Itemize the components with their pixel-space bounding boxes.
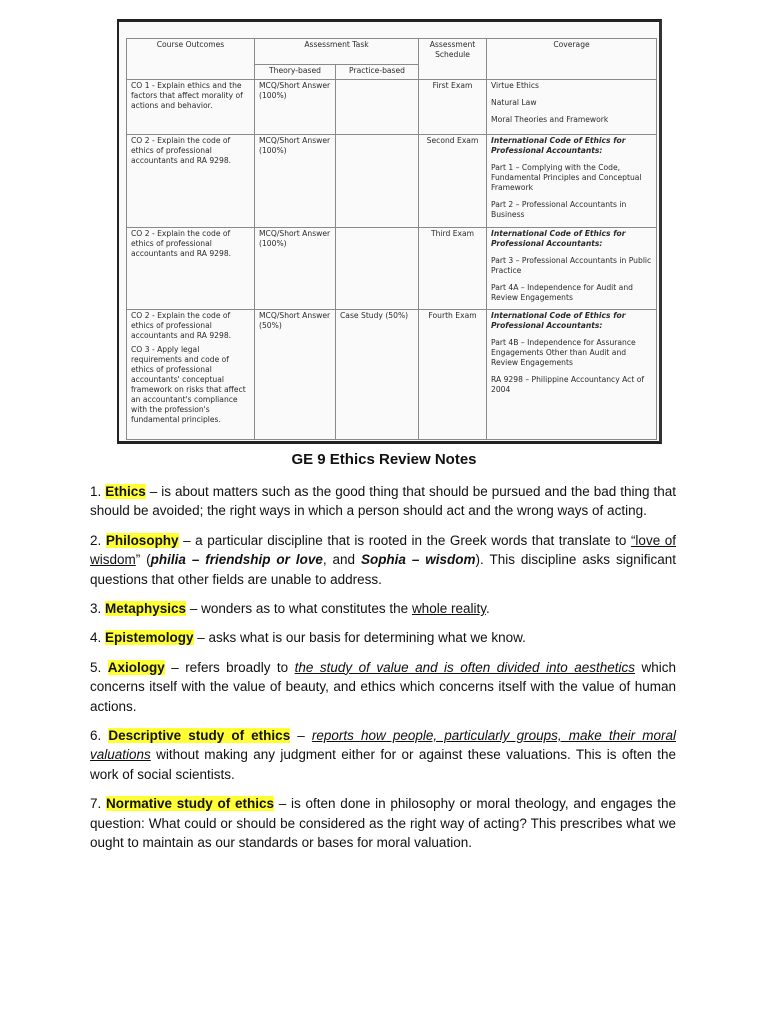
theory-based-cell: MCQ/Short Answer (100%)	[255, 80, 336, 135]
note-text: ). This discipline asks significant questions that other fields are unable to address.	[90, 552, 676, 587]
header-assessment-schedule: Assessment Schedule	[419, 39, 487, 80]
coverage-item: Moral Theories and Framework	[491, 115, 609, 124]
note-text: –	[290, 728, 312, 744]
practice-based-cell	[336, 135, 419, 228]
note-text: , and	[322, 552, 361, 568]
note-item	[90, 726, 676, 784]
note-term: Metaphysics	[105, 601, 187, 617]
header-theory-based: Theory-based	[255, 65, 336, 80]
practice-based-cell	[336, 80, 419, 135]
note-text: – asks what is our basis for determining what we know.	[193, 630, 526, 646]
note-text: – a particular discipline that is rooted in the Greek words that translate to	[178, 532, 631, 548]
note-text: whole reality	[411, 601, 486, 617]
note-term: Philosophy	[105, 532, 179, 548]
coverage-cell	[487, 228, 657, 310]
note-item	[90, 531, 676, 589]
note-text: philia – friendship or love	[150, 552, 323, 568]
note-item	[90, 628, 676, 647]
note-text: Sophia – wisdom	[360, 552, 476, 568]
coverage-title: International Code of Ethics for Professional Accountants:	[491, 136, 626, 155]
schedule-cell: First Exam	[419, 80, 487, 135]
note-text: reports how people, particularly groups, make their moral valuations	[90, 728, 676, 763]
note-number: 2.	[90, 532, 106, 548]
note-term: Descriptive study of ethics	[108, 728, 291, 744]
table-row	[127, 135, 657, 228]
note-term: Epistemology	[105, 630, 194, 646]
note-term: Ethics	[105, 484, 146, 499]
course-outcome-text: CO 3 - Apply legal requirements and code of ethics of professional accountants' conceptual framework on risks that affect an accountant's compliance with the profession's fundamental principles.	[131, 345, 246, 424]
practice-based-cell: Case Study (50%)	[336, 310, 419, 440]
note-number: 7.	[90, 796, 107, 812]
note-item	[90, 482, 676, 521]
note-text: “love of wisdom	[90, 532, 676, 568]
note-text: – is often done in philosophy or moral theology, and engages the question: What could or should be considered as the right way of acting? This prescribes what we ought to maintain as our standards or bases for moral valuation.	[90, 796, 676, 851]
table-row	[127, 80, 657, 135]
assessment-table	[126, 38, 657, 440]
course-outcome-cell	[127, 310, 255, 440]
note-number: 4.	[90, 630, 106, 646]
note-text: – refers broadly to	[164, 659, 295, 675]
course-outcome-cell	[127, 80, 255, 135]
coverage-cell	[487, 80, 657, 135]
coverage-item: RA 9298 – Philippine Accountancy Act of 2004	[491, 375, 645, 394]
note-text: without making any judgment either for or against these valuations. This is often the work of social scientists.	[90, 747, 676, 782]
note-item	[90, 599, 676, 618]
note-number: 5.	[90, 659, 108, 675]
theory-based-cell: MCQ/Short Answer (100%)	[255, 228, 336, 310]
table-row	[127, 228, 657, 310]
course-outcome-text: CO 2 - Explain the code of ethics of professional accountants and RA 9298.	[131, 311, 232, 340]
course-outcome-text: CO 2 - Explain the code of ethics of professional accountants and RA 9298.	[131, 136, 232, 165]
note-text: which concerns itself with the value of beauty, and ethics which concerns itself with the value of human actions.	[90, 659, 677, 714]
coverage-item: Part 2 – Professional Accountants in Business	[491, 200, 627, 219]
header-practice-based: Practice-based	[336, 65, 419, 80]
coverage-item: Part 4A – Independence for Audit and Review Engagements	[491, 283, 633, 302]
header-coverage: Coverage	[487, 39, 657, 80]
coverage-item: Part 4B – Independence for Assurance Engagements Other than Audit and Review Engagements	[491, 338, 636, 367]
note-text: – is about matters such as the good thing that should be pursued and the bad thing that should be avoided; the right ways in which a person should act and the wrong ways of acting.	[90, 484, 676, 519]
note-term: Axiology	[107, 659, 165, 675]
note-item	[90, 794, 676, 852]
practice-based-cell	[336, 228, 419, 310]
course-outcome-text: CO 2 - Explain the code of ethics of professional accountants and RA 9298.	[131, 229, 232, 258]
syllabus-table-image	[117, 19, 662, 444]
note-item	[90, 658, 676, 716]
note-text: ” (	[135, 552, 151, 568]
coverage-item: Natural Law	[491, 98, 537, 107]
page-title: GE 9 Ethics Review Notes	[291, 451, 477, 468]
coverage-title: International Code of Ethics for Professional Accountants:	[491, 229, 626, 248]
coverage-item: Part 3 – Professional Accountants in Public Practice	[491, 256, 652, 275]
coverage-cell	[487, 135, 657, 228]
theory-based-cell: MCQ/Short Answer (100%)	[255, 135, 336, 228]
course-outcome-text: CO 1 - Explain ethics and the factors that affect morality of actions and behavior.	[131, 81, 243, 110]
coverage-item: Virtue Ethics	[491, 81, 539, 90]
note-text: – wonders as to what constitutes the	[186, 601, 412, 617]
schedule-cell: Fourth Exam	[419, 310, 487, 440]
course-outcome-cell	[127, 135, 255, 228]
coverage-title: International Code of Ethics for Professional Accountants:	[491, 311, 626, 330]
schedule-cell: Second Exam	[419, 135, 487, 228]
header-course-outcomes: Course Outcomes	[127, 39, 255, 80]
table-row	[127, 310, 657, 440]
course-outcome-cell	[127, 228, 255, 310]
theory-based-cell: MCQ/Short Answer (50%)	[255, 310, 336, 440]
note-number: 3.	[90, 601, 106, 617]
note-number: 1.	[90, 484, 106, 499]
note-text: the study of value and is often divided into aesthetics	[294, 659, 636, 675]
note-term: Normative study of ethics	[106, 796, 275, 812]
schedule-cell: Third Exam	[419, 228, 487, 310]
note-number: 6.	[90, 728, 109, 744]
header-assessment-task: Assessment Task	[255, 39, 419, 65]
coverage-cell	[487, 310, 657, 440]
coverage-item: Part 1 – Complying with the Code, Fundamental Principles and Conceptual Framework	[491, 163, 642, 192]
note-text: .	[485, 601, 490, 617]
notes-list	[90, 482, 676, 863]
